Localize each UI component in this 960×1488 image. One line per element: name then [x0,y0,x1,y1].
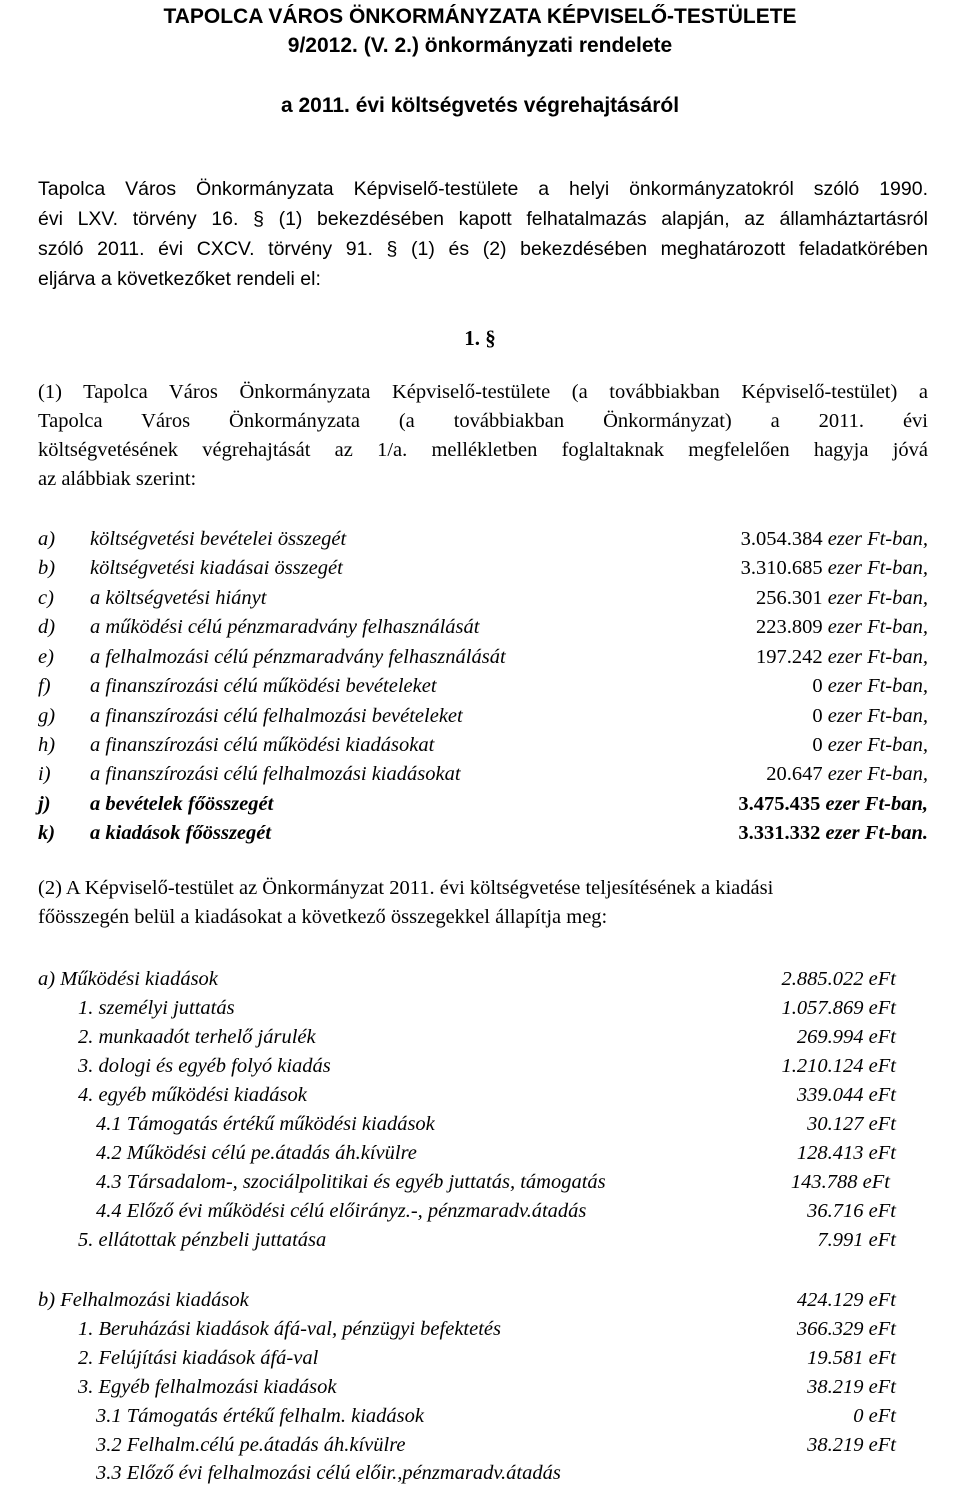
budget-item-total [38,819,928,848]
expense-row [38,1139,896,1168]
expense-amount: 1.210.124 eFt [781,1055,896,1077]
item-label: a bevételek főösszegét [90,793,274,815]
budget-item [38,643,928,672]
item-amount [812,702,928,731]
item-label: a finanszírozási célú működési kiadásokat [90,734,435,756]
item-amount [766,760,928,789]
item-amount-value: 0 [812,734,823,756]
item-letter: i) [38,763,51,785]
item-label: a finanszírozási célú felhalmozási kiadásokat [90,763,461,785]
item-amount-value: 0 [812,705,823,727]
item-amount-value: 20.647 [766,763,823,785]
item-amount [756,613,928,642]
paragraph-line: Tapolca Város Önkormányzata (a továbbiakban Önkormányzat) a 2011. évi [38,410,928,432]
expense-amount: 38.219 eFt [807,1376,896,1398]
item-amount-value: 256.301 [756,587,823,609]
item-unit: ezer Ft-ban, [827,705,928,727]
expense-amount: 0 eFt [853,1405,896,1427]
item-letter: k) [38,822,56,844]
expense-row [38,1459,896,1488]
regulation-subject: a 2011. évi költségvetés végrehajtásáról [280,94,680,117]
item-label: a finanszírozási célú működési bevételeket [90,675,437,697]
expense-amount: 1.057.869 eFt [781,997,896,1019]
budget-item [38,525,928,554]
budget-item [38,760,928,789]
budget-item [38,554,928,583]
item-amount [741,554,928,583]
expense-amount: 339.044 eFt [796,1084,896,1106]
preamble-line: szóló 2011. évi CXCV. törvény 91. § (1) és (2) bekezdésében meghatározott feladatkörében [38,238,928,260]
expense-row [38,965,896,994]
expense-label: 3. Egyéb felhalmozási kiadások [78,1376,337,1398]
expense-label: 4.2 Működési célú pe.átadás áh.kívülre [96,1142,417,1164]
expense-label: 2. munkaadót terhelő járulék [78,1026,316,1048]
item-amount-value: 3.054.384 [740,528,823,550]
expense-label: 4. egyéb működési kiadások [78,1084,307,1106]
item-label: a felhalmozási célú pénzmaradvány felhasználását [90,646,506,668]
expense-label: 1. Beruházási kiadások áfá-val, pénzügyi befektetés [78,1318,501,1340]
item-letter: g) [38,705,56,727]
item-letter: c) [38,587,54,609]
expense-row [38,1168,890,1197]
item-label: költségvetési bevételei összegét [90,528,347,550]
expense-row [38,1286,896,1315]
item-unit: ezer Ft-ban, [827,616,928,638]
item-letter: e) [38,646,54,668]
expense-label: 4.4 Előző évi működési célú előirányz.-, pénzmaradv.átadás [96,1200,587,1222]
preamble [38,174,928,294]
expense-amount: 36.716 eFt [807,1200,896,1222]
document-title: TAPOLCA VÁROS ÖNKORMÁNYZATA KÉPVISELŐ-TESTÜLETE [163,5,797,28]
item-letter: a) [38,528,56,550]
budget-item [38,731,928,760]
expense-row [38,1052,896,1081]
expense-row [38,1315,896,1344]
paragraph-line: az alábbiak szerint: [38,468,197,490]
expense-amount: 424.129 eFt [796,1289,896,1311]
preamble-line: eljárva a következőket rendeli el: [38,268,321,290]
paragraph-line: főösszegén belül a kiadásokat a következő összegekkel állapítja meg: [38,906,608,928]
expense-amount: 269.994 eFt [796,1026,896,1048]
item-amount-value: 3.475.435 [738,793,821,815]
expense-label: b) Felhalmozási kiadások [38,1289,249,1311]
item-letter: d) [38,616,56,638]
budget-item [38,613,928,642]
item-letter: f) [38,675,51,697]
item-amount [812,731,928,760]
expense-label: 3.2 Felhalm.célú pe.átadás áh.kívülre [96,1434,406,1456]
paragraph-line: (2) A Képviselő-testület az Önkormányzat 2011. évi költségvetése teljesítésének a kiadási [38,877,774,899]
item-label: a kiadások főösszegét [90,822,272,844]
item-amount [812,672,928,701]
section-heading: 1. § [464,326,496,350]
expense-amount: 143.788 eFt [790,1171,890,1193]
item-letter: j) [38,793,51,815]
expense-row [38,1110,896,1139]
item-amount-value: 0 [812,675,823,697]
expense-row [38,1344,896,1373]
budget-item [38,702,928,731]
expense-amount: 128.413 eFt [796,1142,896,1164]
item-unit: ezer Ft-ban. [825,822,928,844]
item-amount-value: 3.331.332 [738,822,821,844]
item-amount [738,790,928,819]
expense-amount: 30.127 eFt [807,1113,896,1135]
preamble-line: Tapolca Város Önkormányzata Képviselő-testülete a helyi önkormányzatokról szóló 1990. [38,178,928,200]
item-amount [756,643,928,672]
expense-label: 3. dologi és egyéb folyó kiadás [78,1055,331,1077]
item-label: költségvetési kiadásai összegét [90,557,343,579]
item-amount-value: 197.242 [756,646,823,668]
item-unit: ezer Ft-ban, [827,528,928,550]
item-letter: b) [38,557,56,579]
item-unit: ezer Ft-ban, [827,734,928,756]
paragraph-line: költségvetésének végrehajtását az 1/a. mellékletben foglaltaknak megfelelően hagyja jóvá [38,439,928,461]
item-label: a finanszírozási célú felhalmozási bevételeket [90,705,463,727]
expense-row [38,1402,896,1431]
item-unit: ezer Ft-ban, [827,675,928,697]
expense-amount: 366.329 eFt [796,1318,896,1340]
budget-item-total [38,790,928,819]
regulation-number: 9/2012. (V. 2.) önkormányzati rendelete [287,34,673,57]
expense-amount: 2.885.022 eFt [781,968,896,990]
expense-amount: 7.991 eFt [817,1229,896,1251]
expense-amount: 19.581 eFt [807,1347,896,1369]
item-amount [756,584,928,613]
item-label: a költségvetési hiányt [90,587,267,609]
item-amount-value: 3.310.685 [740,557,823,579]
item-unit: ezer Ft-ban, [827,763,928,785]
expense-amount: 38.219 eFt [807,1434,896,1456]
item-label: a működési célú pénzmaradvány felhasználását [90,616,480,638]
budget-item [38,584,928,613]
expense-label: 3.1 Támogatás értékű felhalm. kiadások [96,1405,424,1427]
expense-row [38,1431,896,1460]
item-amount-value: 223.809 [756,616,823,638]
preamble-line: évi LXV. törvény 16. § (1) bekezdésében kapott felhatalmazás alapján, az államháztartásról [38,208,928,230]
expense-row [38,1373,896,1402]
expense-row [38,1081,896,1110]
item-amount [738,819,928,848]
expense-label: 5. ellátottak pénzbeli juttatása [78,1229,327,1251]
paragraph-line: (1) Tapolca Város Önkormányzata Képviselő-testülete (a továbbiakban Képviselő-testület) a [38,381,928,403]
item-unit: ezer Ft-ban, [827,557,928,579]
expense-row [38,1197,896,1226]
expense-label: 1. személyi juttatás [78,997,235,1019]
item-unit: ezer Ft-ban, [827,587,928,609]
item-letter: h) [38,734,56,756]
paragraph-2 [38,874,928,932]
item-unit: ezer Ft-ban, [827,646,928,668]
expense-row [38,994,896,1023]
expense-row [38,1226,896,1255]
paragraph-1 [38,378,928,494]
budget-item [38,672,928,701]
expense-label: a) Működési kiadások [38,968,218,990]
expense-label: 4.1 Támogatás értékű működési kiadások [96,1113,435,1135]
expense-label: 4.3 Társadalom-, szociálpolitikai és egyéb juttatás, támogatás [96,1171,606,1193]
item-unit: ezer Ft-ban, [825,793,928,815]
item-amount [741,525,928,554]
expense-row [38,1023,896,1052]
expense-label: 3.3 Előző évi felhalmozási célú előir.,pénzmaradv.átadás [96,1462,561,1484]
expense-label: 2. Felújítási kiadások áfá-val [78,1347,319,1369]
